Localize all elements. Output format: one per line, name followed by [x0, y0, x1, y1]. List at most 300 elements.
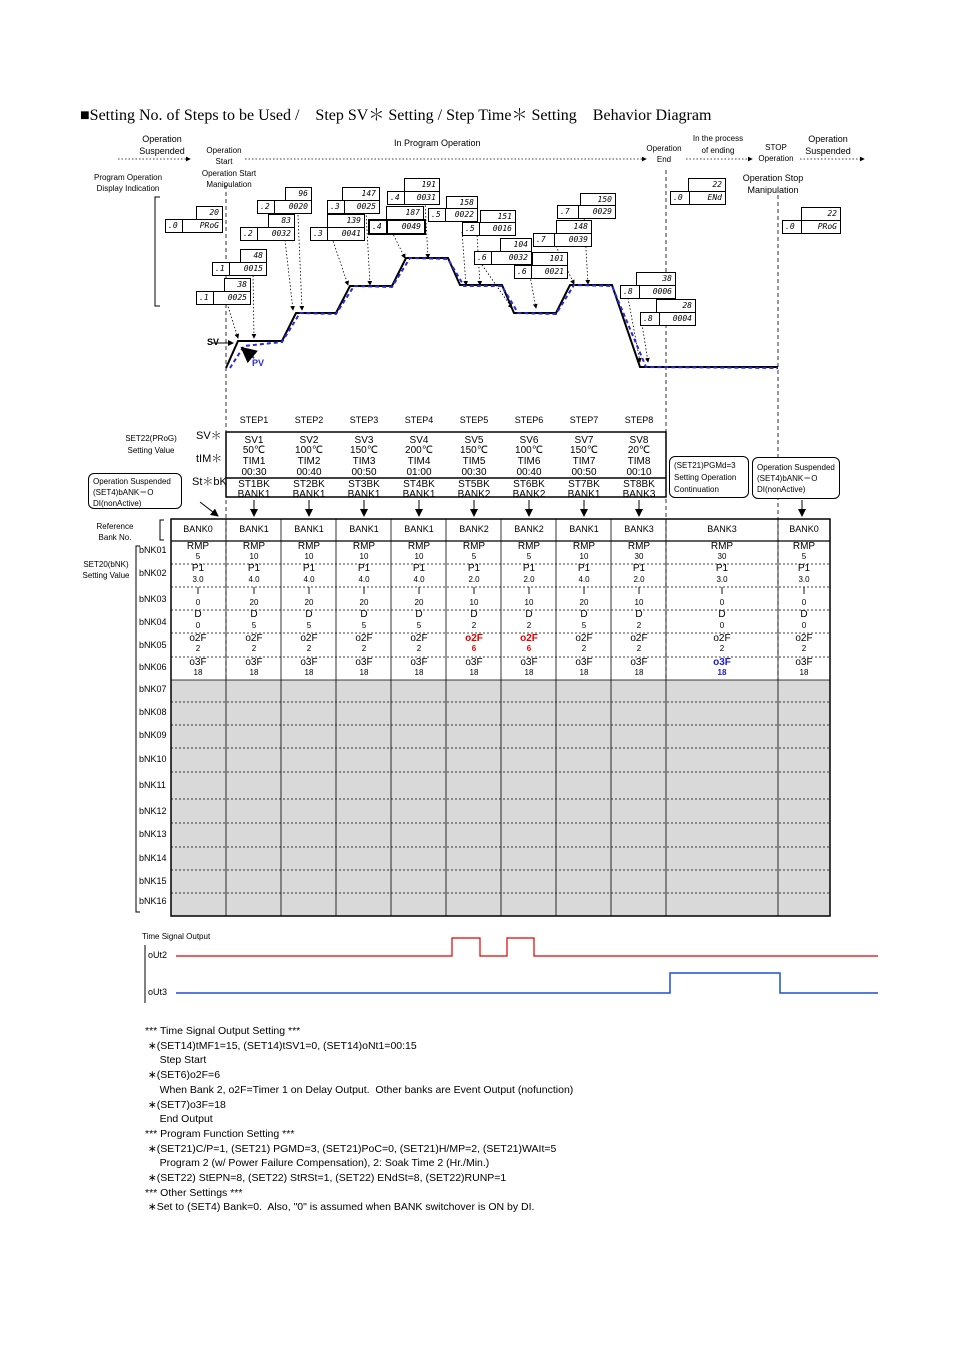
step-7-sv: SV7	[574, 435, 594, 446]
bank-col-7-rmp: 10	[579, 552, 589, 561]
bank-col-10-rmp: 5	[801, 552, 807, 561]
bank-col-10-d-name: D	[800, 609, 808, 620]
bank-col-3-bank: BANK1	[349, 524, 379, 534]
step-7-timv: 00:50	[571, 467, 597, 478]
step-8-bk: ST8BK	[623, 479, 655, 490]
display-step: .1	[212, 262, 230, 276]
bank-col-3-o3f: 18	[359, 668, 369, 677]
bank-col-9-p: 3.0	[716, 575, 728, 584]
display-indication-label: Program Operation Display Indication	[93, 173, 163, 193]
note-line: *** Program Function Setting ***	[145, 1127, 295, 1140]
step-8-sv: SV8	[629, 435, 649, 446]
bank-col-9-o2f-name: o2F	[713, 633, 731, 644]
display-lower: PRoG	[801, 220, 841, 234]
bank-col-8-rmp: 30	[634, 552, 644, 561]
bank-col-2-o3f: 18	[304, 668, 314, 677]
bank-col-9-o3f: 18	[717, 668, 727, 677]
bank-col-8-o2f: 2	[636, 644, 642, 653]
bank-col-9-d: 0	[719, 621, 725, 630]
set22-label: SET22(PRoG) Setting Value	[125, 434, 177, 455]
bank-col-9-i: 0	[719, 598, 725, 607]
bank-col-6-p-name: P1	[522, 563, 536, 574]
bank-row-bNK12: bNK12	[139, 806, 167, 816]
display-upper: 147	[342, 187, 380, 201]
display-upper: 191	[404, 178, 440, 192]
bank-col-2-i: 20	[304, 598, 314, 607]
note-line: When Bank 2, o2F=Timer 1 on Delay Output. Other banks are Event Output (nofunction)	[145, 1083, 574, 1096]
bank-col-3-rmp: 10	[359, 552, 369, 561]
bank-col-10-o2f: 2	[801, 644, 807, 653]
bank-row-bNK04: bNK04	[139, 617, 167, 627]
bank-col-3-d: 5	[361, 621, 367, 630]
bank-row-bNK02: bNK02	[139, 568, 167, 578]
bank-row-bNK15: bNK15	[139, 876, 167, 886]
bank-col-2-rmp: 10	[304, 552, 314, 561]
row-tim-label: tIM＊	[196, 453, 223, 465]
display-lower: 0049	[386, 219, 426, 235]
bank-col-5-rmp-name: RMP	[462, 541, 486, 552]
step-3-sv: SV3	[354, 435, 374, 446]
display-step: .1	[196, 291, 214, 305]
bank-col-1-o3f-name: o3F	[245, 657, 263, 668]
step-1-timv: 00:30	[241, 467, 267, 478]
bank-col-1-o3f: 18	[249, 668, 259, 677]
bank-col-5-o2f: 6	[471, 644, 477, 653]
phase-operation-start: Operation Start	[206, 146, 242, 166]
bank-col-2-o2f: 2	[306, 644, 312, 653]
display-step: .6	[474, 251, 492, 265]
step-3-label: STEP3	[349, 415, 379, 425]
step-6-svv: 100℃	[515, 445, 543, 456]
note-line: ∗(SET21)C/P=1, (SET21) PGMD=3, (SET21)PoC=0, (SET21)H/MP=2, (SET21)WAIt=5	[145, 1142, 557, 1155]
display-step: .7	[557, 205, 579, 219]
bank-col-5-d: 2	[471, 621, 477, 630]
display-upper: 22	[801, 207, 841, 221]
bank-col-1-rmp: 10	[249, 552, 259, 561]
step-2-bk: ST2BK	[293, 479, 325, 490]
bank-col-8-i: 10	[634, 598, 644, 607]
step-2-tim: TIM2	[297, 456, 321, 467]
step-7-bk: ST7BK	[568, 479, 600, 490]
step-4-label: STEP4	[404, 415, 434, 425]
step-8-svv: 20℃	[627, 445, 651, 456]
bank-col-4-rmp-name: RMP	[407, 541, 431, 552]
step-1-bk: ST1BK	[238, 479, 270, 490]
bank-col-0-o2f-name: o2F	[189, 633, 207, 644]
bank-col-3-o2f: 2	[361, 644, 367, 653]
display-lower: 0029	[578, 205, 616, 219]
step-3-tim: TIM3	[352, 456, 376, 467]
note-line: ∗Set to (SET4) Bank=0. Also, "0" is assumed when BANK switchover is ON by DI.	[145, 1201, 535, 1214]
step-5-bk: ST5BK	[458, 479, 490, 490]
display-step: .3	[327, 200, 345, 214]
bank-row-bNK03: bNK03	[139, 594, 167, 604]
bank-col-4-o3f-name: o3F	[410, 657, 428, 668]
bank-col-1-bank: BANK1	[239, 524, 269, 534]
display-upper: 148	[556, 220, 592, 234]
bank-col-10-i-name: I	[802, 586, 806, 597]
bank-col-10-p-name: P1	[797, 563, 811, 574]
out3-label: oUt3	[148, 987, 168, 997]
bank-col-4-d-name: D	[415, 609, 423, 620]
display-lower: 0032	[491, 251, 532, 265]
display-step: .0	[670, 191, 690, 205]
bank-row-bNK08: bNK08	[139, 707, 167, 717]
step-2-label: STEP2	[294, 415, 324, 425]
row-sv-label: SV＊	[196, 430, 222, 442]
bank-col-2-p: 4.0	[303, 575, 315, 584]
display-lower: 0004	[659, 312, 696, 326]
bank-col-0-o2f: 2	[195, 644, 201, 653]
display-upper: 20	[196, 206, 223, 220]
bank-col-6-d-name: D	[525, 609, 533, 620]
bank-col-3-o2f-name: o2F	[355, 633, 373, 644]
bank-col-8-o2f-name: o2F	[630, 633, 648, 644]
bank-col-5-bank: BANK2	[459, 524, 489, 534]
phase-suspended-left: Operation Suspended	[139, 134, 185, 156]
display-lower: 0031	[404, 191, 440, 205]
bank-col-4-i: 20	[414, 598, 424, 607]
bank-col-7-i: 20	[579, 598, 589, 607]
bank-row-bNK05: bNK05	[139, 640, 167, 650]
display-step: .4	[368, 219, 389, 235]
stop-manipulation-label: Operation Stop Manipulation	[742, 173, 804, 195]
step-1-bkv: BANK1	[237, 489, 271, 500]
bank-row-bNK01: bNK01	[139, 545, 167, 555]
bank-col-8-o3f-name: o3F	[630, 657, 648, 668]
display-step: .2	[257, 200, 275, 214]
display-lower: 0021	[531, 265, 568, 279]
bank-col-6-i: 10	[524, 598, 534, 607]
right-suspended-note: Operation Suspended (SET4)bANK＝O DI(nonActive)	[752, 457, 840, 499]
bank-col-3-p-name: P1	[357, 563, 371, 574]
bank-col-10-i: 0	[801, 598, 807, 607]
step-6-tim: TIM6	[517, 456, 541, 467]
display-lower: 0039	[554, 233, 592, 247]
step-8-bkv: BANK3	[622, 489, 656, 500]
step-6-bk: ST6BK	[513, 479, 545, 490]
bank-col-10-o3f-name: o3F	[795, 657, 813, 668]
bank-col-4-p-name: P1	[412, 563, 426, 574]
step-4-tim: TIM4	[407, 456, 431, 467]
bank-col-2-o3f-name: o3F	[300, 657, 318, 668]
bank-col-2-o2f-name: o2F	[300, 633, 318, 644]
reference-bank-label: Reference Bank No.	[96, 522, 134, 542]
display-upper: 22	[688, 178, 726, 192]
bank-col-1-i: 20	[249, 598, 259, 607]
bank-col-5-rmp: 5	[471, 552, 477, 561]
bank-col-6-p: 2.0	[523, 575, 535, 584]
step-8-label: STEP8	[624, 415, 654, 425]
bank-col-8-p-name: P1	[632, 563, 646, 574]
sv-label: SV	[207, 337, 220, 347]
display-step: .8	[640, 312, 660, 326]
step-2-timv: 00:40	[296, 467, 322, 478]
step-5-label: STEP5	[459, 415, 489, 425]
display-lower: 0032	[257, 227, 295, 241]
bank-col-5-o2f-name: o2F	[465, 633, 483, 644]
bank-col-8-o3f: 18	[634, 668, 644, 677]
bank-col-9-p-name: P1	[715, 563, 729, 574]
bank-col-7-bank: BANK1	[569, 524, 599, 534]
bank-col-9-bank: BANK3	[707, 524, 737, 534]
display-step: .6	[514, 265, 532, 279]
bank-row-bNK16: bNK16	[139, 896, 167, 906]
bank-col-0-o3f-name: o3F	[189, 657, 207, 668]
bank-col-7-p: 4.0	[578, 575, 590, 584]
step-7-label: STEP7	[569, 415, 599, 425]
bank-col-7-rmp-name: RMP	[572, 541, 596, 552]
display-step: .5	[428, 208, 446, 222]
display-step: .5	[462, 222, 480, 236]
display-lower: 0016	[479, 222, 516, 236]
bank-col-5-p-name: P1	[467, 563, 481, 574]
bank-col-6-rmp: 5	[526, 552, 532, 561]
display-lower: 0025	[213, 291, 251, 305]
bank-col-2-bank: BANK1	[294, 524, 324, 534]
bank-col-7-o3f-name: o3F	[575, 657, 593, 668]
phase-stop: STOP Operation	[758, 143, 794, 163]
step-7-svv: 150℃	[570, 445, 598, 456]
bank-col-0-p: 3.0	[192, 575, 204, 584]
bank-col-7-d: 5	[581, 621, 587, 630]
bank-col-6-rmp-name: RMP	[517, 541, 541, 552]
display-upper: 151	[480, 210, 516, 224]
display-step: .8	[620, 285, 640, 299]
display-upper: 48	[240, 249, 267, 263]
note-line: End Output	[145, 1113, 213, 1126]
bank-col-2-rmp-name: RMP	[297, 541, 321, 552]
row-stbk-label: St＊bK	[192, 476, 227, 488]
display-lower: 0015	[229, 262, 267, 276]
step-2-svv: 100℃	[295, 445, 323, 456]
bank-col-6-bank: BANK2	[514, 524, 544, 534]
bank-col-6-i-name: I	[527, 586, 531, 597]
display-step: .7	[533, 233, 555, 247]
display-upper: 38	[224, 278, 251, 292]
step-3-timv: 00:50	[351, 467, 377, 478]
note-line: ∗(SET14)tMF1=15, (SET14)tSV1=0, (SET14)oNt1=00:15	[145, 1039, 417, 1052]
step-4-timv: 01:00	[406, 467, 432, 478]
bank-row-bNK06: bNK06	[139, 662, 167, 672]
bank-col-4-o3f: 18	[414, 668, 424, 677]
bank-col-8-rmp-name: RMP	[627, 541, 651, 552]
bank-col-4-d: 5	[416, 621, 422, 630]
bank-col-7-o3f: 18	[579, 668, 589, 677]
display-step: .0	[165, 219, 183, 233]
bank-col-6-o3f: 18	[524, 668, 534, 677]
bank-col-1-p-name: P1	[247, 563, 261, 574]
note-line: Program 2 (w/ Power Failure Compensation), 2: Soak Time 2 (Hr./Min.)	[145, 1157, 490, 1170]
display-upper: 101	[532, 252, 568, 266]
step-6-bkv: BANK2	[512, 489, 546, 500]
bank-row-bNK13: bNK13	[139, 829, 167, 839]
bank-col-9-rmp: 30	[717, 552, 727, 561]
bank-col-2-d-name: D	[305, 609, 313, 620]
bank-col-7-d-name: D	[580, 609, 588, 620]
display-lower: 0022	[445, 208, 478, 222]
display-lower: ENd	[689, 191, 726, 205]
step-7-bkv: BANK1	[567, 489, 601, 500]
bank-row-bNK10: bNK10	[139, 754, 167, 764]
bank-col-6-o2f: 6	[526, 644, 532, 653]
step-2-bkv: BANK1	[292, 489, 326, 500]
bank-col-0-rmp-name: RMP	[186, 541, 210, 552]
note-line: ∗(SET22) StEPN=8, (SET22) StRSt=1, (SET22) ENdSt=8, (SET22)RUNP=1	[145, 1172, 507, 1185]
note-line: *** Time Signal Output Setting ***	[145, 1025, 301, 1037]
display-step: .4	[387, 191, 405, 205]
display-step: .0	[782, 220, 802, 234]
bank-col-9-o2f: 2	[719, 644, 725, 653]
bank-col-3-rmp-name: RMP	[352, 541, 376, 552]
step-1-tim: TIM1	[242, 456, 266, 467]
bank-col-4-p: 4.0	[413, 575, 425, 584]
display-upper: 139	[327, 214, 365, 228]
step-2-sv: SV2	[299, 435, 319, 446]
display-upper: 28	[656, 299, 696, 313]
note-line: ∗(SET6)o2F=6	[145, 1069, 221, 1082]
bank-col-2-p-name: P1	[302, 563, 316, 574]
bank-col-3-i: 20	[359, 598, 369, 607]
step-4-bk: ST4BK	[403, 479, 435, 490]
display-lower: 0025	[344, 200, 380, 214]
display-lower: 0041	[327, 227, 365, 241]
phase-suspended-right: Operation Suspended	[805, 134, 851, 156]
bank-col-4-i-name: I	[417, 586, 421, 597]
bank-col-8-d-name: D	[635, 609, 643, 620]
bank-row-bNK09: bNK09	[139, 730, 167, 740]
display-lower: PRoG	[182, 219, 223, 233]
bank-col-10-p: 3.0	[798, 575, 810, 584]
settings-notes	[145, 1024, 573, 1215]
bank-col-3-d-name: D	[360, 609, 368, 620]
display-lower: 0020	[274, 200, 312, 214]
phase-in-program: In Program Operation	[394, 138, 481, 148]
bank-col-3-i-name: I	[362, 586, 366, 597]
step-6-timv: 00:40	[516, 467, 542, 478]
step-1-svv: 50℃	[242, 445, 266, 456]
bank-col-0-d: 0	[195, 621, 201, 630]
bank-col-4-o2f: 2	[416, 644, 422, 653]
display-upper: 150	[580, 193, 616, 207]
time-signal-label: Time Signal Output	[142, 932, 211, 941]
bank-row-bNK07: bNK07	[139, 684, 167, 694]
display-lower: 0006	[639, 285, 676, 299]
bank-col-9-rmp-name: RMP	[710, 541, 734, 552]
bank-col-10-rmp-name: RMP	[792, 541, 816, 552]
step-8-tim: TIM8	[627, 456, 651, 467]
bank-col-8-d: 2	[636, 621, 642, 630]
step-3-bkv: BANK1	[347, 489, 381, 500]
bank-col-6-o2f-name: o2F	[520, 633, 538, 644]
step-4-bkv: BANK1	[402, 489, 436, 500]
bank-col-3-o3f-name: o3F	[355, 657, 373, 668]
bank-col-0-i-name: I	[196, 586, 200, 597]
phase-operation-end: Operation End	[646, 144, 682, 164]
step-1-label: STEP1	[239, 415, 269, 425]
bank-col-5-d-name: D	[470, 609, 478, 620]
bank-col-3-p: 4.0	[358, 575, 370, 584]
pgmd-note: (SET21)PGMd=3 Setting Operation Continuation	[669, 456, 749, 498]
bank-col-1-p: 4.0	[248, 575, 260, 584]
bank-col-4-bank: BANK1	[404, 524, 434, 534]
bank-col-9-d-name: D	[718, 609, 726, 620]
display-step: .2	[240, 227, 258, 241]
bank-col-1-d-name: D	[250, 609, 258, 620]
bank-col-6-d: 2	[526, 621, 532, 630]
bank-col-1-d: 5	[251, 621, 257, 630]
bank-col-6-o3f-name: o3F	[520, 657, 538, 668]
step-8-timv: 00:10	[626, 467, 652, 478]
bank-col-2-i-name: I	[307, 586, 311, 597]
step-5-sv: SV5	[464, 435, 484, 446]
bank-row-bNK11: bNK11	[139, 780, 166, 790]
bank-col-7-o2f-name: o2F	[575, 633, 593, 644]
note-line: *** Other Settings ***	[145, 1186, 243, 1199]
set20-label: SET20(bNK) Setting Value	[82, 560, 130, 580]
display-step: .3	[310, 227, 328, 241]
bank-row-bNK14: bNK14	[139, 853, 167, 863]
bank-col-0-o3f: 18	[193, 668, 203, 677]
bank-col-1-o2f-name: o2F	[245, 633, 263, 644]
bank-col-7-p-name: P1	[577, 563, 591, 574]
display-upper: 38	[636, 272, 676, 286]
bank-col-9-o3f-name: o3F	[713, 657, 731, 668]
bank-col-0-i: 0	[195, 598, 201, 607]
bank-col-7-i-name: I	[582, 586, 586, 597]
bank-col-7-o2f: 2	[581, 644, 587, 653]
step-6-sv: SV6	[519, 435, 539, 446]
display-upper: 83	[268, 214, 295, 228]
bank-col-5-p: 2.0	[468, 575, 480, 584]
bank-col-0-d-name: D	[194, 609, 202, 620]
bank-col-5-i: 10	[469, 598, 479, 607]
page-title: ■Setting No. of Steps to be Used / Step SV＊ Setting / Step Time＊ Setting Behavior Diagram	[80, 107, 712, 124]
out2-label: oUt2	[148, 950, 168, 960]
step-4-svv: 200℃	[405, 445, 433, 456]
bank-col-8-p: 2.0	[633, 575, 645, 584]
display-upper: 158	[446, 196, 478, 210]
bank-col-10-o3f: 18	[799, 668, 809, 677]
start-manipulation-label: Operation Start Manipulation	[201, 169, 257, 189]
bank-col-4-o2f-name: o2F	[410, 633, 428, 644]
bank-col-1-rmp-name: RMP	[242, 541, 266, 552]
bank-col-8-i-name: I	[637, 586, 641, 597]
note-line: ∗(SET7)o3F=18	[145, 1098, 226, 1111]
phase-ending: In the process of ending	[692, 134, 744, 155]
display-upper: 187	[386, 206, 424, 220]
bank-col-10-o2f-name: o2F	[795, 633, 813, 644]
step-7-tim: TIM7	[572, 456, 596, 467]
step-5-timv: 00:30	[461, 467, 487, 478]
step-3-svv: 150℃	[350, 445, 378, 456]
bank-col-9-i-name: I	[720, 586, 724, 597]
step-5-svv: 150℃	[460, 445, 488, 456]
bank-col-0-rmp: 5	[195, 552, 201, 561]
bank-col-5-o3f: 18	[469, 668, 479, 677]
bank-col-4-rmp: 10	[414, 552, 424, 561]
display-upper: 104	[500, 238, 532, 252]
bank-col-8-bank: BANK3	[624, 524, 654, 534]
display-upper: 96	[285, 187, 312, 201]
bank-col-1-i-name: I	[252, 586, 256, 597]
step-3-bk: ST3BK	[348, 479, 380, 490]
bank-col-0-bank: BANK0	[183, 524, 213, 534]
bank-col-5-o3f-name: o3F	[465, 657, 483, 668]
left-suspended-note: Operation Suspended (SET4)bANK＝O DI(nonActive)	[88, 473, 182, 509]
bank-col-0-p-name: P1	[191, 563, 205, 574]
step-4-sv: SV4	[409, 435, 429, 446]
